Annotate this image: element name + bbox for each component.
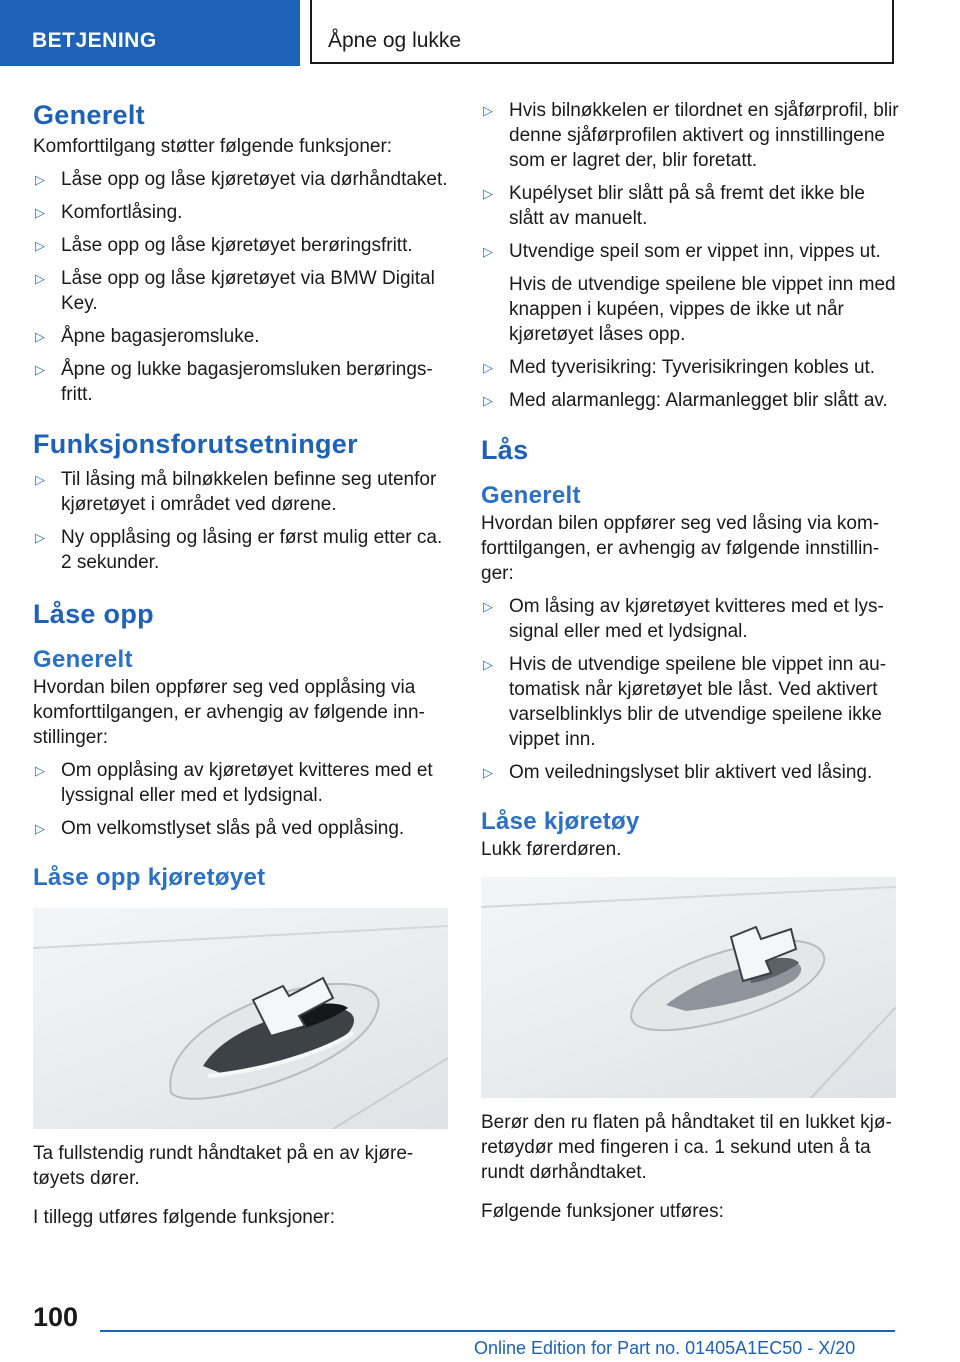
footer-divider bbox=[100, 1330, 895, 1332]
triangle-right-icon: ▷ bbox=[35, 530, 45, 545]
list-item: ▷ Om veiledningslyset blir aktivert ved låsing. bbox=[483, 762, 873, 783]
list-item: ▷ Kupélyset blir slått på så fremt det ikke ble slått av manuelt. bbox=[483, 183, 865, 229]
triangle-right-icon: ▷ bbox=[35, 238, 45, 253]
list-item: ▷ Åpne og lukke bagasjeromsluken berørings-fritt. bbox=[35, 359, 433, 405]
heading-lase-opp: Låse opp bbox=[33, 599, 154, 629]
triangle-right-icon: ▷ bbox=[35, 472, 45, 487]
triangle-right-icon: ▷ bbox=[483, 599, 493, 614]
section-label: BETJENING bbox=[32, 29, 157, 52]
triangle-right-icon: ▷ bbox=[483, 657, 493, 672]
right-column bbox=[481, 98, 899, 1224]
left-column bbox=[33, 98, 448, 1230]
lock-step: Lukk førerdøren. bbox=[481, 839, 622, 860]
triangle-right-icon: ▷ bbox=[35, 329, 45, 344]
triangle-right-icon: ▷ bbox=[483, 103, 493, 118]
list-item: ▷ Med alarmanlegg: Alarmanlegget blir slått av. bbox=[483, 390, 888, 411]
heading-lase-kjoretoy: Låse kjøretøy bbox=[481, 808, 640, 835]
page-number: 100 bbox=[33, 1302, 79, 1332]
triangle-right-icon: ▷ bbox=[483, 244, 493, 259]
triangle-right-icon: ▷ bbox=[483, 393, 493, 408]
list-item: ▷ Komfortlåsing. bbox=[35, 202, 183, 223]
list-item: ▷ Hvis de utvendige speilene ble vippet inn au-tomatisk når kjøretøyet ble låst. Ved aktivert varselblinklys blir de utvendige speilene ikke vippet inn. bbox=[483, 654, 887, 750]
unlock-function-list bbox=[481, 98, 899, 264]
unlock-followup: I tillegg utføres følgende funksjoner: bbox=[33, 1207, 336, 1228]
lock-settings-list bbox=[481, 594, 899, 785]
triangle-right-icon: ▷ bbox=[35, 172, 45, 187]
feature-list bbox=[33, 167, 448, 407]
list-item: ▷ Ny opplåsing og låsing er først mulig etter ca. 2 sekunder. bbox=[35, 527, 443, 573]
triangle-right-icon: ▷ bbox=[35, 271, 45, 286]
lock-followup: Følgende funksjoner utføres: bbox=[481, 1201, 724, 1222]
intro-text: Komforttilgang støtter følgende funksjoner: bbox=[33, 136, 393, 157]
unlock-function-list-2 bbox=[481, 355, 899, 413]
list-item: ▷ Hvis bilnøkkelen er tilordnet en sjåførprofil, blir denne sjåførprofilen aktivert og innstillingene som er lagret der, blir foretatt. bbox=[483, 100, 899, 171]
mirror-note: Hvis de utvendige speilene ble vippet inn med knappen i kupéen, vippes de ikke ut når kjøretøyet låses opp. bbox=[509, 274, 896, 345]
unlock-intro: Hvordan bilen oppfører seg ved opplåsing via komforttilgangen, er avhengig av følgende inn-stillinger: bbox=[33, 677, 425, 748]
section-tab bbox=[0, 0, 300, 66]
chapter-header bbox=[310, 0, 894, 64]
list-item: ▷ Låse opp og låse kjøretøyet via dørhåndtaket. bbox=[35, 169, 448, 190]
heading-funksjonsforutsetninger: Funksjonsforutsetninger bbox=[33, 429, 358, 459]
heading-generelt-unlock: Generelt bbox=[33, 646, 133, 673]
list-item: ▷ Låse opp og låse kjøretøyet berøringsfritt. bbox=[35, 235, 413, 256]
requirement-list bbox=[33, 467, 448, 575]
list-item: ▷ Om låsing av kjøretøyet kvitteres med et lys-signal eller med et lydsignal. bbox=[483, 596, 884, 642]
heading-generelt-lock: Generelt bbox=[481, 482, 581, 509]
triangle-right-icon: ▷ bbox=[35, 763, 45, 778]
triangle-right-icon: ▷ bbox=[483, 360, 493, 375]
triangle-right-icon: ▷ bbox=[35, 821, 45, 836]
chapter-title: Åpne og lukke bbox=[328, 29, 462, 52]
triangle-right-icon: ▷ bbox=[483, 186, 493, 201]
list-item: ▷ Om velkomstlyset slås på ved opplåsing. bbox=[35, 818, 405, 839]
heading-lase-opp-kjoretoyet: Låse opp kjøretøyet bbox=[33, 864, 266, 891]
triangle-right-icon: ▷ bbox=[483, 765, 493, 780]
list-item: ▷ Om opplåsing av kjøretøyet kvitteres med et lyssignal eller med et lydsignal. bbox=[35, 760, 433, 806]
triangle-right-icon: ▷ bbox=[35, 205, 45, 220]
list-item: ▷ Utvendige speil som er vippet inn, vippes ut. bbox=[483, 241, 881, 262]
door-handle-unlock-image bbox=[33, 908, 448, 1129]
list-item: ▷ Til låsing må bilnøkkelen befinne seg utenfor kjøretøyet i området ved dørene. bbox=[35, 469, 437, 515]
lock-intro: Hvordan bilen oppfører seg ved låsing via kom-forttilgangen, er avhengig av følgende innstillin-ger: bbox=[481, 513, 880, 584]
list-item: ▷ Låse opp og låse kjøretøyet via BMW Digital Key. bbox=[35, 268, 435, 314]
edition-text: Online Edition for Part no. 01405A1EC50 - X/20 bbox=[474, 1338, 856, 1358]
lock-instruction: Berør den ru flaten på håndtaket til en lukket kjø-retøydør med fingeren i ca. 1 sekund uten å ta rundt dørhåndtaket. bbox=[481, 1112, 892, 1183]
heading-las: Lås bbox=[481, 435, 529, 465]
unlock-instruction: Ta fullstendig rundt håndtaket på en av kjøre-tøyets dører. bbox=[33, 1143, 414, 1189]
list-item: ▷ Åpne bagasjeromsluke. bbox=[35, 326, 260, 347]
unlock-settings-list bbox=[33, 758, 448, 841]
door-handle-lock-image bbox=[481, 877, 896, 1098]
list-item: ▷ Med tyverisikring: Tyverisikringen kobles ut. bbox=[483, 357, 876, 378]
triangle-right-icon: ▷ bbox=[35, 362, 45, 377]
heading-generelt: Generelt bbox=[33, 100, 145, 130]
